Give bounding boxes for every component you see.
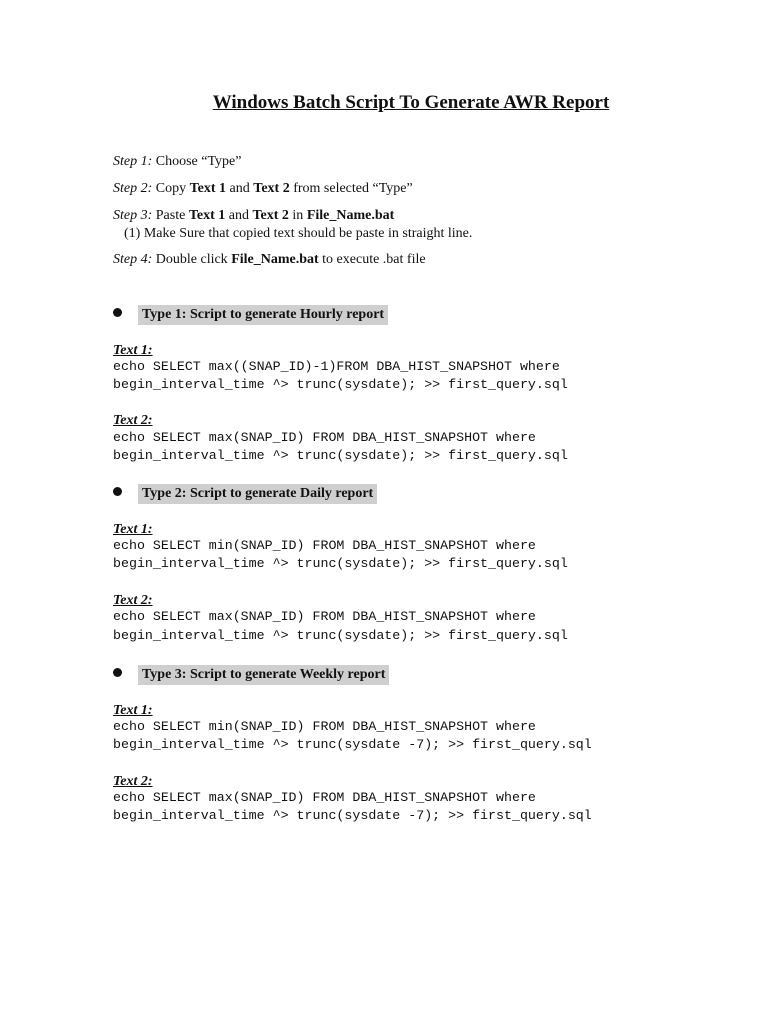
text-1-label: Text 1:: [113, 522, 153, 537]
text-1-label: Text 1:: [113, 703, 153, 718]
step-text: Choose “Type”: [152, 154, 242, 169]
step-text: from selected “Type”: [289, 181, 413, 196]
code-line: begin_interval_time ^> trunc(sysdate); >> first_query.sql: [113, 628, 568, 643]
step-label: Step 4:: [113, 252, 153, 267]
step-text-bold: Text 2: [252, 208, 289, 223]
step-text: Copy: [152, 181, 190, 196]
step-1: [113, 153, 241, 171]
step-text-bold: File_Name.bat: [231, 252, 319, 267]
text-2-label: Text 2:: [113, 593, 153, 608]
code-line: echo SELECT max(SNAP_ID) FROM DBA_HIST_SNAPSHOT where: [113, 430, 536, 445]
text-2-label: Text 2:: [113, 774, 153, 789]
step-text-bold: Text 1: [189, 181, 227, 196]
code-line: echo SELECT max(SNAP_ID) FROM DBA_HIST_SNAPSHOT where: [113, 609, 536, 624]
step-3-note: (1) Make Sure that copied text should be paste in straight line.: [124, 226, 473, 241]
step-text: to execute .bat file: [318, 252, 426, 267]
type-heading: Type 2: Script to generate Daily report: [138, 484, 377, 504]
step-text: Double click: [152, 252, 232, 267]
bullet-icon: [113, 668, 122, 677]
step-text: Paste: [152, 208, 189, 223]
step-text-bold: Text 2: [253, 181, 290, 196]
code-line: begin_interval_time ^> trunc(sysdate); >> first_query.sql: [113, 556, 568, 571]
type-2-heading-row: [113, 484, 377, 504]
document-title: Windows Batch Script To Generate AWR Report: [212, 92, 610, 113]
step-label: Step 1:: [113, 154, 153, 169]
code-line: echo SELECT min(SNAP_ID) FROM DBA_HIST_SNAPSHOT where: [113, 538, 536, 553]
type-3-heading-row: [113, 665, 389, 685]
step-4: [113, 251, 426, 269]
step-label: Step 3:: [113, 208, 153, 223]
step-3: [113, 207, 394, 225]
code-line: echo SELECT max(SNAP_ID) FROM DBA_HIST_SNAPSHOT where: [113, 790, 536, 805]
step-text: in: [288, 208, 307, 223]
step-text: and: [226, 181, 254, 196]
bullet-icon: [113, 308, 122, 317]
step-2: [113, 180, 413, 198]
code-line: begin_interval_time ^> trunc(sysdate); >> first_query.sql: [113, 448, 568, 463]
type-heading: Type 3: Script to generate Weekly report: [138, 665, 389, 685]
code-line: begin_interval_time ^> trunc(sysdate -7); >> first_query.sql: [113, 737, 592, 752]
type-heading: Type 1: Script to generate Hourly report: [138, 305, 388, 325]
text-1-label: Text 1:: [113, 343, 153, 358]
code-line: begin_interval_time ^> trunc(sysdate); >> first_query.sql: [113, 377, 568, 392]
code-line: echo SELECT min(SNAP_ID) FROM DBA_HIST_SNAPSHOT where: [113, 719, 536, 734]
step-text-bold: Text 1: [188, 208, 226, 223]
code-line: begin_interval_time ^> trunc(sysdate -7); >> first_query.sql: [113, 808, 592, 823]
step-label: Step 2:: [113, 181, 153, 196]
type-1-heading-row: [113, 305, 388, 325]
text-2-label: Text 2:: [113, 413, 153, 428]
step-text-bold: File_Name.bat: [306, 208, 395, 223]
bullet-icon: [113, 487, 122, 496]
code-line: echo SELECT max((SNAP_ID)-1)FROM DBA_HIST_SNAPSHOT where: [113, 359, 560, 374]
step-text: and: [225, 208, 253, 223]
